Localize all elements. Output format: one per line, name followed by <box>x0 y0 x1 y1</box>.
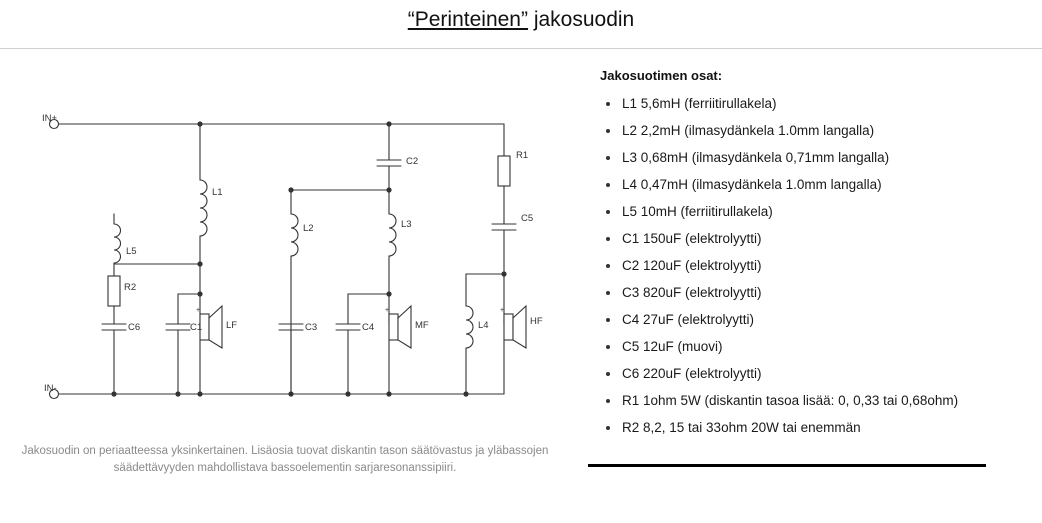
junction-top-l1 <box>197 121 202 126</box>
label-c3: C3 <box>305 322 318 333</box>
junction-l4-hf <box>501 271 506 276</box>
label-mf: MF <box>415 320 429 331</box>
junction-c4-mf <box>386 291 391 296</box>
label-c2: C2 <box>406 156 419 167</box>
page-title-quoted: “Perinteinen” <box>407 8 528 31</box>
label-l1: L1 <box>212 187 223 198</box>
label-r2: R2 <box>124 282 137 293</box>
parts-heading: Jakosuotimen osat: <box>600 68 723 83</box>
label-c5: C5 <box>521 213 534 224</box>
list-item: C6 220uF (elektrolyytti) <box>600 365 1020 383</box>
junction-l2-top <box>288 187 293 192</box>
parts-panel <box>600 68 1020 446</box>
label-l5: L5 <box>126 246 137 257</box>
schematic-caption: Jakosuodin on periaatteessa yksinkertainen. Lisäosia tuovat diskantin tason säätövastus ja yläbassojen säädettävyyden mahdollistava bassoelementin sarjaresonanssipiiri. <box>21 445 549 474</box>
resistor-r1 <box>498 156 510 186</box>
list-item: C3 820uF (elektrolyytti) <box>600 284 1020 302</box>
list-item: L5 10mH (ferriitirullakela) <box>600 203 1020 221</box>
label-l3: L3 <box>401 219 412 230</box>
junction-gnd-l4 <box>463 391 468 396</box>
list-item: L3 0,68mH (ilmasydänkela 0,71mm langalla) <box>600 149 1020 167</box>
junction-c1-lf <box>197 291 202 296</box>
label-l4: L4 <box>478 320 489 331</box>
polarity-hf: + <box>500 307 505 314</box>
list-item: C5 12uF (muovi) <box>600 338 1020 356</box>
driver-lf-cone <box>209 306 222 348</box>
label-lf: LF <box>226 320 238 331</box>
resistor-r2 <box>108 276 120 306</box>
driver-mf-cone <box>398 306 411 348</box>
junction-gnd-mf <box>386 391 391 396</box>
driver-hf-body <box>504 314 513 340</box>
inductor-l4 <box>466 306 473 348</box>
polarity-mf: + <box>385 307 390 314</box>
junction-gnd-c4 <box>345 391 350 396</box>
junction-top-c2 <box>386 121 391 126</box>
list-item: C1 150uF (elektrolyytti) <box>600 230 1020 248</box>
crossover-schematic <box>14 96 574 436</box>
list-item: L1 5,6mH (ferriitirullakela) <box>600 95 1020 113</box>
polarity-lf: + <box>196 307 201 314</box>
schematic-svg <box>14 96 574 436</box>
inductor-l3 <box>389 214 396 256</box>
list-item: C2 120uF (elektrolyytti) <box>600 257 1020 275</box>
title-divider <box>0 48 1042 49</box>
inductor-l2 <box>291 214 298 256</box>
page-title-rest: jakosuodin <box>527 8 635 31</box>
parts-list <box>600 95 1020 437</box>
label-l2: L2 <box>303 223 314 234</box>
label-c4: C4 <box>362 322 375 333</box>
list-item: C4 27uF (elektrolyytti) <box>600 311 1020 329</box>
driver-hf-cone <box>513 306 526 348</box>
page-title <box>0 8 1042 32</box>
bottom-divider <box>588 464 986 467</box>
label-in-plus: IN+ <box>42 113 58 124</box>
label-hf: HF <box>530 316 543 327</box>
label-r1: R1 <box>516 150 529 161</box>
list-item: R1 1ohm 5W (diskantin tasoa lisää: 0, 0,33 tai 0,68ohm) <box>600 392 1020 410</box>
label-c6: C6 <box>128 322 141 333</box>
label-c1: C1 <box>190 322 203 333</box>
junction-mf-rail <box>386 187 391 192</box>
list-item: L2 2,2mH (ilmasydänkela 1.0mm langalla) <box>600 122 1020 140</box>
junction-gnd-c1 <box>175 391 180 396</box>
junction-l1-node <box>197 261 202 266</box>
driver-mf-body <box>389 314 398 340</box>
inductor-l5 <box>114 224 121 263</box>
junction-gnd-lf <box>197 391 202 396</box>
list-item: L4 0,47mH (ilmasydänkela 1.0mm langalla) <box>600 176 1020 194</box>
label-in-minus: IN- <box>44 383 57 394</box>
list-item: R2 8,2, 15 tai 33ohm 20W tai enemmän <box>600 419 1020 437</box>
junction-gnd-c3 <box>288 391 293 396</box>
inductor-l1 <box>200 180 207 236</box>
junction-gnd-c6 <box>111 391 116 396</box>
